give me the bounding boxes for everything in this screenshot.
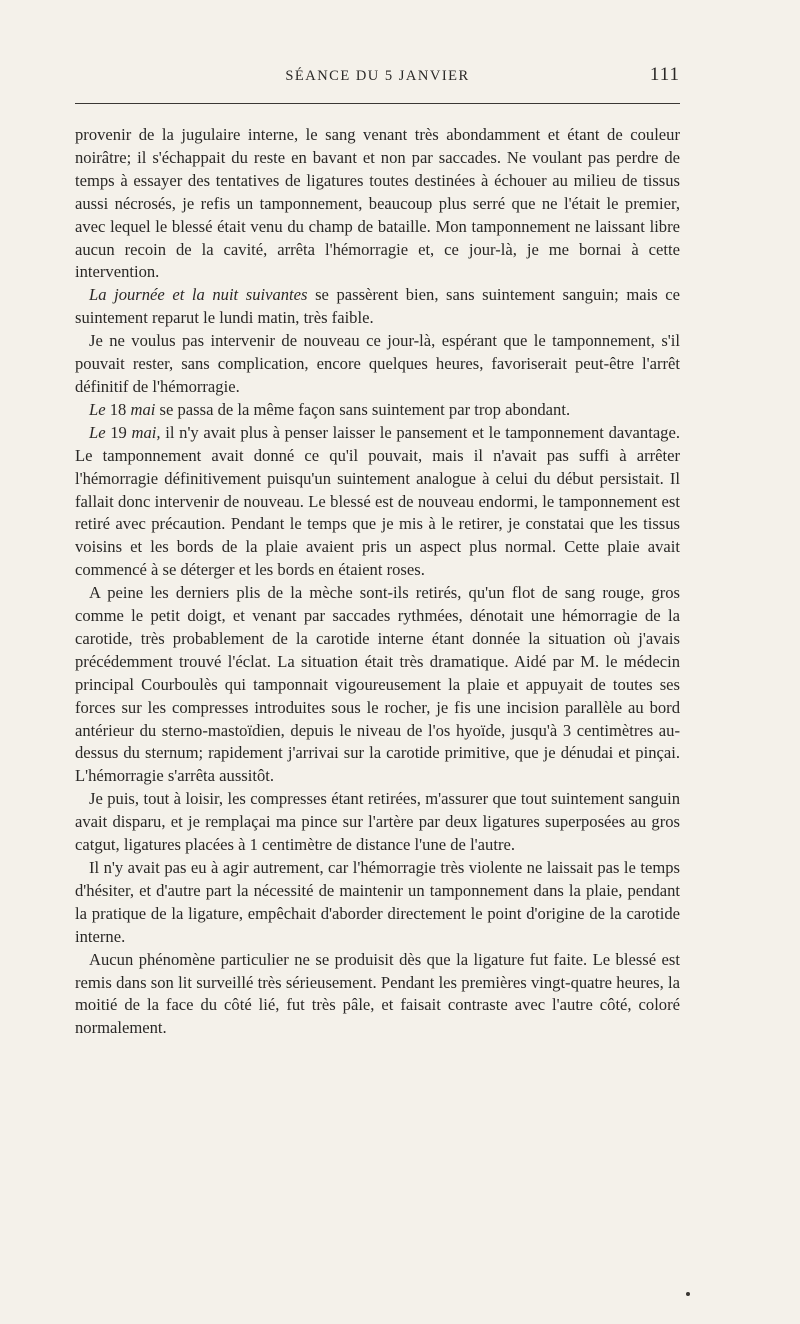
paragraph-text: Aucun phénomène particulier ne se produisit dès que la ligature fut faite. Le blessé est remis dans son lit surveillé très sérieusement. Pendant les premières vingt-quatre heures, la moitié de la face du côté lié, fut très pâle, et faisait contraste avec l'autre côté, coloré normalement. bbox=[75, 949, 680, 1038]
print-speck bbox=[686, 1292, 690, 1296]
paragraph bbox=[75, 949, 680, 1041]
paragraph bbox=[75, 124, 680, 284]
paragraph-text: il n'y avait plus à penser laisser le pansement et le tamponnement davantage. Le tamponnement avait donné ce qu'il pouvait, mais il n'avait pas suffi à arrêter l'hémorragie définitivement puisqu'un suintement analogue à celui du début persistait. Il fallait donc intervenir de nouveau. Le blessé est de nouveau endormi, le tamponnement est retiré avec précaution. Pendant le temps que je mis à le retirer, je constatai que les tissus voisins et les bords de la plaie avaient pris un aspect plus normal. Cette plaie avait commencé à se déterger et les bords en étaient roses. bbox=[75, 422, 680, 580]
running-title: SÉANCE DU 5 JANVIER bbox=[285, 68, 470, 84]
page-number: 111 bbox=[649, 64, 680, 85]
paragraph bbox=[75, 284, 680, 330]
paragraph-text: Il n'y avait pas eu à agir autrement, car l'hémorragie très violente ne laissait pas le temps d'hésiter, et d'autre part la nécessité de maintenir un tamponnement dans la plaie, pendant la pratique de la ligature, empêchait d'aborder directement le point d'origine de la carotide interne. bbox=[75, 858, 680, 946]
paragraph bbox=[75, 788, 680, 857]
paragraph-text: A peine les derniers plis de la mèche sont-ils retirés, qu'un flot de sang rouge, gros comme le petit doigt, et venant par saccades rythmées, dénotait une hémorragie de la carotide, très probablement de la carotide interne étant donnée la situation où j'avais précédemment trouvé l'éclat. La situation était très dramatique. Aidé par M. le médecin principal Courboulès qui tamponnait vigoureusement la plaie et appuyait de toutes ses forces sur les compresses introduites sous le rocher, je fis une incision parallèle au bord antérieur du sterno-mastoïdien, depuis le niveau de l'os hyoïde, jusqu'à 3 centimètres au-dessus du sternum; rapidement j'arrivai sur la carotide primitive, que je dénudai et pinçai. L'hémorragie s'arrêta aussitôt. bbox=[75, 583, 680, 786]
paragraph bbox=[75, 422, 680, 582]
date-number: 19 bbox=[105, 422, 132, 442]
paragraph bbox=[75, 399, 680, 422]
paragraph-text: provenir de la jugulaire interne, le sang venant très abondamment et étant de couleur noirâtre; il s'échappait du reste en bavant et non par saccades. Ne voulant pas perdre de temps à essayer des tentatives de ligatures toutes destinées à échouer au milieu de tissus aussi nécrosés, je refis un tamponnement, beaucoup plus serré que ne l'était le premier, avec lequel le blessé était venu du champ de bataille. Mon tamponnement ne laissant libre aucun recoin de la cavité, arrêta l'hémorragie et, ce jour-là, je me bornai à cette intervention. bbox=[75, 125, 680, 282]
paragraph-text: se passèrent bien, sans suintement sanguin; mais ce suintement reparut le lundi matin, très faible. bbox=[75, 285, 680, 328]
date-number: 18 bbox=[105, 399, 131, 419]
header-rule bbox=[75, 103, 680, 104]
paragraph-text: Je puis, tout à loisir, les compresses étant retirées, m'assurer que tout suintement sanguin avait disparu, et je remplaçai ma pince sur l'artère par deux ligatures superposées au gros catgut, ligatures placées à 1 centimètre de distance l'une de l'autre. bbox=[75, 789, 680, 855]
italic-date-word: Le bbox=[89, 422, 106, 442]
paragraph-text: Je ne voulus pas intervenir de nouveau ce jour-là, espérant que le tamponnement, s'il pouvait rester, sans complication, encore quelques heures, favoriserait peut-être l'arrêt définitif de l'hémorragie. bbox=[75, 331, 680, 396]
italic-date-phrase: La journée et la nuit suivantes bbox=[89, 285, 308, 305]
italic-date-word: Le bbox=[89, 399, 106, 419]
italic-date-month: mai bbox=[130, 399, 156, 419]
paragraph bbox=[75, 582, 680, 788]
paragraph bbox=[75, 330, 680, 399]
paragraph bbox=[75, 857, 680, 949]
paragraph-text: se passa de la même façon sans suintement par trop abondant. bbox=[155, 399, 571, 419]
body-text bbox=[75, 124, 680, 1040]
italic-date-month: mai, bbox=[131, 422, 161, 442]
page-header bbox=[75, 62, 680, 92]
